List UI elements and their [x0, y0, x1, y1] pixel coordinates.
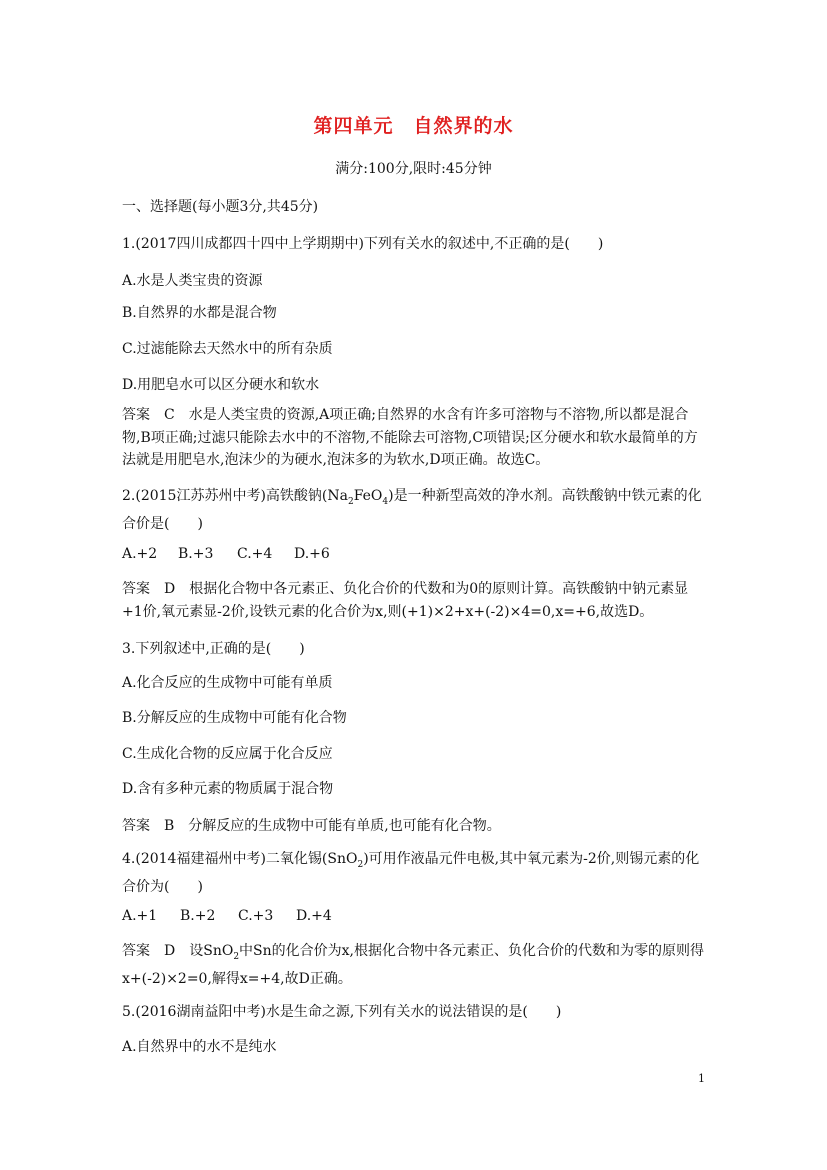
question-1-option-a: A.水是人类宝贵的资源	[122, 273, 263, 289]
question-3-option-c: C.生成化合物的反应属于化合反应	[122, 746, 333, 762]
question-1-option-b: B.自然界的水都是混合物	[122, 305, 277, 321]
question-4-option-b: B.+2	[180, 908, 216, 924]
question-2-option-a: A.+2	[122, 546, 158, 562]
question-5-option-a: A.自然界中的水不是纯水	[122, 1039, 277, 1055]
question-4-answer: 答案 D 设SnO$_2$中Sn的化合价为x,根据化合物中各元素正、负化合价的代数和为零的原则得x+(-2)×2=0,解得x=+4,故D正确。	[122, 943, 704, 988]
question-3-option-a: A.化合反应的生成物中可能有单质	[122, 675, 333, 691]
question-2-option-c: C.+4	[237, 546, 273, 562]
question-4-option-a: A.+1	[122, 908, 158, 924]
question-3-option-d: D.含有多种元素的物质属于混合物	[122, 781, 334, 797]
question-2-answer: 答案 D 根据化合物中各元素正、负化合价的代数和为0的原则计算。高铁酸钠中钠元素显+1价,氧元素显-2价,设铁元素的化合价为x,则(+1)×2+x+(-2)×4=0,x=+6,故选D。	[122, 581, 689, 620]
question-2-options	[122, 546, 330, 562]
question-4-options	[122, 908, 332, 924]
question-1-stem: 1.(2017四川成都四十四中上学期期中)下列有关水的叙述中,不正确的是( )	[122, 236, 604, 252]
question-3-answer: 答案 B 分解反应的生成物中可能有单质,也可能有化合物。	[122, 818, 501, 834]
question-2-stem: 2.(2015江苏苏州中考)高铁酸钠$(Na_2FeO_4)$是一种新型高效的净水剂。高铁酸钠中铁元素的化合价是( )	[122, 488, 702, 533]
question-4-option-c: C.+3	[238, 908, 274, 924]
question-4-stem: 4.(2014福建福州中考)二氧化锡(SnO$_2$)可用作液晶元件电极,其中氧元素为-2价,则锡元素的化合价为( )	[122, 851, 700, 896]
question-4-option-d: D.+4	[296, 908, 332, 924]
question-1-answer: 答案 C 水是人类宝贵的资源,A项正确;自然界的水含有许多可溶物与不溶物,所以都是混合物,B项正确;过滤只能除去水中的不溶物,不能除去可溶物,C项错误;区分硬水和软水最简单的方法就是用肥皂水,泡沫少的为硬水,泡沫多的为软水,D项正确。故选C。	[122, 407, 698, 468]
section-heading: 一、选择题(每小题3分,共45分)	[122, 199, 319, 215]
question-2-option-b: B.+3	[178, 546, 214, 562]
question-2-option-d: D.+6	[294, 546, 330, 562]
page-number: 1	[698, 1072, 705, 1085]
question-3-option-b: B.分解反应的生成物中可能有化合物	[122, 710, 347, 726]
question-1-option-c: C.过滤能除去天然水中的所有杂质	[122, 341, 333, 357]
question-5-stem: 5.(2016湖南益阳中考)水是生命之源,下列有关水的说法错误的是( )	[122, 1004, 562, 1020]
score-time-info: 满分:100分,限时:45分钟	[335, 161, 492, 177]
page-title: 第四单元 自然界的水	[313, 115, 514, 137]
question-3-stem: 3.下列叙述中,正确的是( )	[122, 641, 305, 657]
question-1-option-d: D.用肥皂水可以区分硬水和软水	[122, 377, 320, 393]
